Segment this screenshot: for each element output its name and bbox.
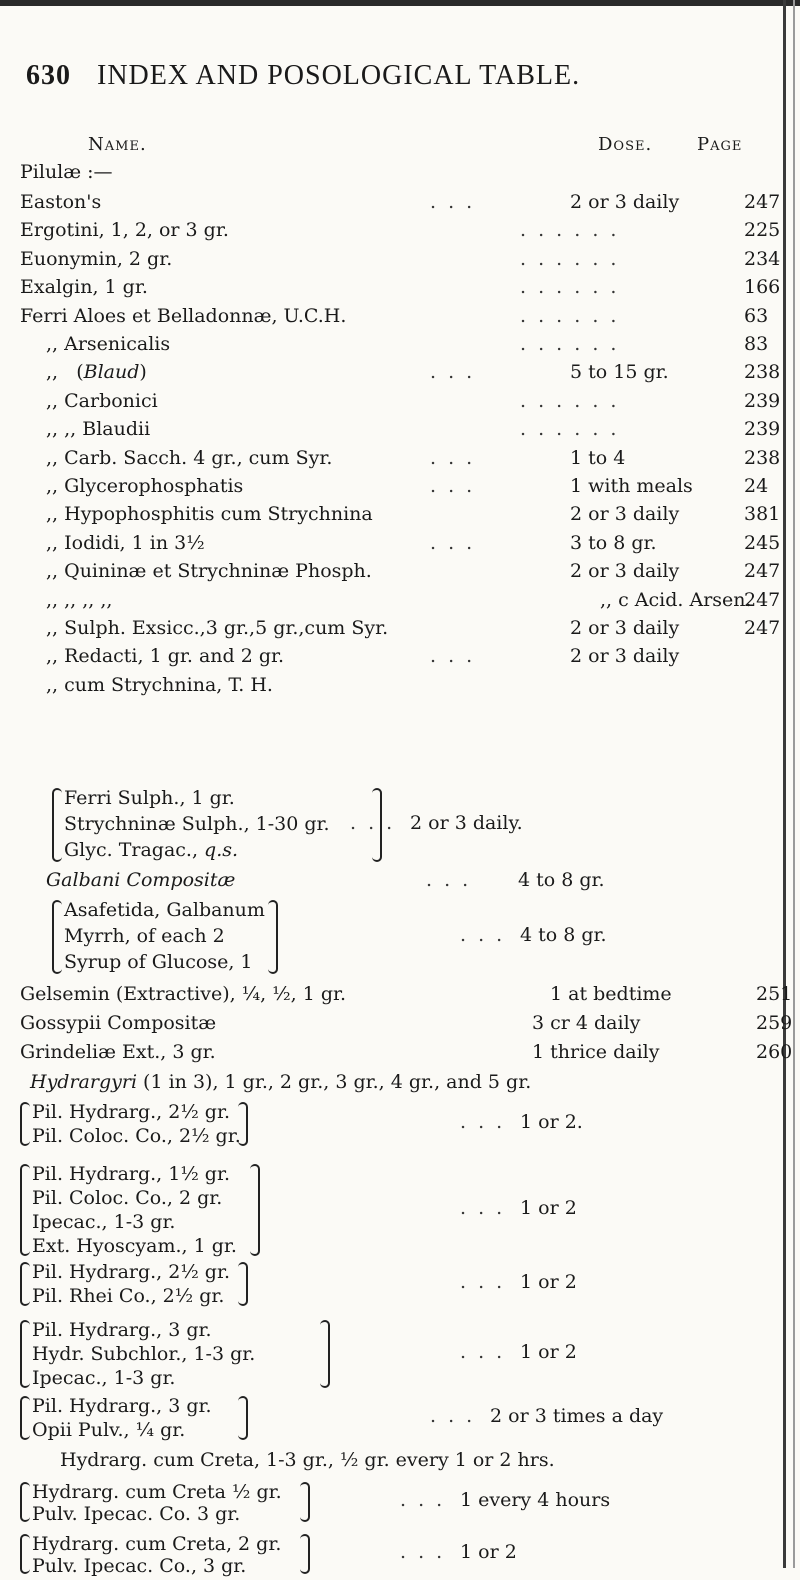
column-name-heading: Name. [88, 134, 147, 155]
column-page-heading: Page [697, 134, 743, 155]
entry-dose: 2 or 3 daily [570, 191, 680, 213]
dot-leader: . . . [430, 446, 476, 469]
entry-dose: 2 or 3 daily [570, 645, 680, 668]
group-item-name: Asafetida, Galbanum [64, 899, 265, 921]
entry-dose: 3 to 8 gr. [570, 531, 657, 554]
brace-left [20, 1102, 30, 1146]
group-dose: 1 or 2 [520, 1271, 577, 1293]
entry-name: Exalgin, 1 gr. [20, 276, 148, 299]
entry-name: Gelsemin (Extractive), ¼, ½, 1 gr. [20, 983, 347, 1005]
entry-name: ,, Carbonici [46, 389, 158, 412]
dot-leader: . . . [430, 475, 476, 497]
dot-leader: . . . . . . [520, 389, 620, 412]
dot-leader: . . . [430, 361, 476, 384]
group-item-name: Glyc. Tragac., q.s. [64, 839, 239, 861]
dot-leader: . . . . . . [520, 219, 620, 242]
brace-left [20, 1534, 30, 1574]
group-item-name: Hydrarg. cum Creta, 2 gr. [32, 1533, 282, 1555]
entry-name: Easton's [20, 191, 102, 213]
group-item-name: Ext. Hyoscyam., 1 gr. [32, 1235, 237, 1257]
group-item-name: Pil. Hydrarg., 1½ gr. [32, 1163, 230, 1185]
entry-name: ,, cum Strychnina, T. H. [46, 673, 273, 696]
dot-leader: . . . [400, 1489, 446, 1511]
brace-right [238, 1262, 248, 1306]
group-item-name: Pil. Coloc. Co., 2½ gr. [32, 1125, 241, 1147]
group-item-name: Opii Pulv., ¼ gr. [32, 1419, 186, 1441]
brace-right [238, 1396, 248, 1440]
group-item-name: Myrrh, of each 2 [64, 925, 225, 947]
group-item-name: Hydrarg. cum Creta ½ gr. [32, 1481, 282, 1503]
entry-page: 238 [744, 446, 781, 469]
dot-leader: . . . [460, 924, 506, 946]
entry-name: Ferri Aloes et Belladonnæ, U.C.H. [20, 304, 347, 327]
group-item-name: Pil. Hydrarg., 2½ gr. [32, 1261, 230, 1283]
group-item-name: Pil. Hydrarg., 3 gr. [32, 1319, 212, 1341]
entry-page: 381 [744, 503, 781, 526]
dot-leader: . . . [460, 1197, 506, 1219]
brace-left [20, 1320, 30, 1388]
section-title: Pilulæ :— [20, 161, 113, 183]
group-item-name: Syrup of Glucose, 1 [64, 951, 253, 973]
brace-right [300, 1534, 310, 1574]
group-item-name: Pulv. Ipecac. Co., 3 gr. [32, 1555, 247, 1577]
group-dose: 2 or 3 times a day [490, 1405, 664, 1427]
dot-leader: . . . [460, 1341, 506, 1363]
dot-leader: . . . [430, 1405, 476, 1427]
page-title: INDEX AND POSOLOGICAL TABLE. [97, 60, 581, 91]
group-item-name: Pil. Hydrarg., 2½ gr. [32, 1101, 230, 1123]
group-dose: 1 every 4 hours [460, 1489, 611, 1511]
group-item-name: Pil. Coloc. Co., 2 gr. [32, 1187, 223, 1209]
brace-right [300, 1482, 310, 1522]
dot-leader: . . . [350, 812, 396, 834]
entry-page: 83 [744, 333, 769, 355]
entry-page: 247 [744, 617, 781, 639]
galbani-name: Galbani Compositæ [46, 869, 236, 891]
dot-leader: . . . [430, 531, 476, 554]
entry-name: ,, ,, Blaudii [46, 418, 151, 441]
group-item-name: Ipecac., 1-3 gr. [32, 1211, 176, 1233]
entry-page: 247 [744, 588, 781, 611]
dot-leader: . . . [400, 1541, 446, 1563]
brace-left [52, 788, 62, 862]
entry-name: ,, ,, ,, ,, [46, 588, 113, 611]
entry-name: Ergotini, 1, 2, or 3 gr. [20, 219, 229, 242]
entry-page: 239 [744, 389, 781, 412]
group-dose: 4 to 8 gr. [520, 924, 607, 946]
dot-leader: . . . . . . [520, 247, 620, 270]
dot-leader: . . . . . . [520, 333, 620, 355]
page-header [26, 60, 580, 92]
group-dose: 1 or 2. [520, 1111, 583, 1133]
brace-right [250, 1164, 260, 1256]
group-item-name: Pil. Rhei Co., 2½ gr. [32, 1285, 225, 1307]
entry-name: ,, Sulph. Exsicc.,3 gr.,5 gr.,cum Syr. [46, 617, 389, 639]
group-item-name: Pulv. Ipecac. Co. 3 gr. [32, 1503, 241, 1525]
group-dose: 1 or 2 [520, 1341, 577, 1363]
entry-dose: 2 or 3 daily [570, 617, 680, 639]
entry-dose: 1 with meals [570, 475, 693, 497]
entry-name: ,, Carb. Sacch. 4 gr., cum Syr. [46, 446, 333, 469]
entry-name: ,, Arsenicalis [46, 333, 171, 355]
entry-page: 238 [744, 361, 781, 384]
entry-dose: 3 cr 4 daily [532, 1012, 641, 1034]
brace-right [268, 900, 278, 974]
top-border [0, 0, 800, 6]
brace-right [238, 1102, 248, 1146]
entry-page: 24 [744, 475, 769, 497]
entry-dose: 1 at bedtime [550, 983, 672, 1005]
entry-page: 260 [756, 1041, 793, 1063]
group-item-name: Ferri Sulph., 1 gr. [64, 787, 235, 809]
creta-entry: Hydrarg. cum Creta, 1-3 gr., ½ gr. every 1 or 2 hrs. [60, 1449, 555, 1471]
entry-dose: 1 thrice daily [532, 1041, 660, 1063]
column-dose-heading: Dose. [598, 134, 653, 155]
group-dose: 1 or 2 [460, 1541, 517, 1563]
entry-dose: 2 or 3 daily [570, 560, 680, 583]
right-border [783, 0, 786, 1568]
group-item-name: Pil. Hydrarg., 3 gr. [32, 1395, 212, 1417]
dot-leader: . . . [426, 869, 472, 891]
group-item-name: Strychninæ Sulph., 1-30 gr. [64, 813, 330, 835]
entry-page: 166 [744, 276, 781, 299]
dot-leader: . . . [460, 1111, 506, 1133]
page-number: 630 [26, 60, 71, 91]
dot-leader: . . . [430, 645, 476, 668]
entry-dose: 2 or 3 daily [570, 503, 680, 526]
entry-page: 234 [744, 247, 781, 270]
entry-name: ,, Quininæ et Strychninæ Phosph. [46, 560, 372, 583]
dot-leader: . . . . . . [520, 276, 620, 299]
brace-left [20, 1262, 30, 1306]
entry-page: 239 [744, 418, 781, 441]
brace-left [20, 1482, 30, 1522]
brace-left [20, 1396, 30, 1440]
group-dose: 2 or 3 daily. [410, 812, 523, 834]
entry-page: 259 [756, 1012, 793, 1034]
group-item-name: Hydr. Subchlor., 1-3 gr. [32, 1343, 256, 1365]
entry-page: 251 [756, 983, 793, 1005]
dot-leader: . . . . . . [520, 418, 620, 441]
hydrargyri-entry: Hydrargyri (1 in 3), 1 gr., 2 gr., 3 gr., 4 gr., and 5 gr. [30, 1071, 532, 1093]
entry-page: 225 [744, 219, 781, 242]
entry-page: 245 [744, 531, 781, 554]
entry-page: 247 [744, 191, 781, 213]
brace-left [52, 900, 62, 974]
right-border-outer [793, 0, 795, 1568]
entry-name: ,, Hypophosphitis cum Strychnina [46, 503, 373, 526]
entry-name: Euonymin, 2 gr. [20, 247, 173, 270]
brace-left [20, 1164, 30, 1256]
entry-dose: 1 to 4 [570, 446, 626, 469]
entry-name: Grindeliæ Ext., 3 gr. [20, 1041, 216, 1063]
entry-name: ,, Glycerophosphatis [46, 475, 244, 497]
group-item-name: Ipecac., 1-3 gr. [32, 1367, 176, 1389]
dot-leader: . . . . . . [520, 304, 620, 327]
galbani-dose: 4 to 8 gr. [518, 869, 605, 891]
entry-dose: ,, c Acid. Arsen. [600, 588, 752, 611]
group-dose: 1 or 2 [520, 1197, 577, 1219]
dot-leader: . . . [430, 191, 476, 213]
dot-leader: . . . [460, 1271, 506, 1293]
entry-name: Gossypii Compositæ [20, 1012, 217, 1034]
brace-right [320, 1320, 330, 1388]
entry-page: 247 [744, 560, 781, 583]
entry-name: ,, (Blaud) [46, 361, 147, 384]
entry-dose: 5 to 15 gr. [570, 361, 669, 384]
entry-name: ,, Redacti, 1 gr. and 2 gr. [46, 645, 285, 668]
entry-page: 63 [744, 304, 769, 327]
entry-name: ,, Iodidi, 1 in 3½ [46, 531, 205, 554]
